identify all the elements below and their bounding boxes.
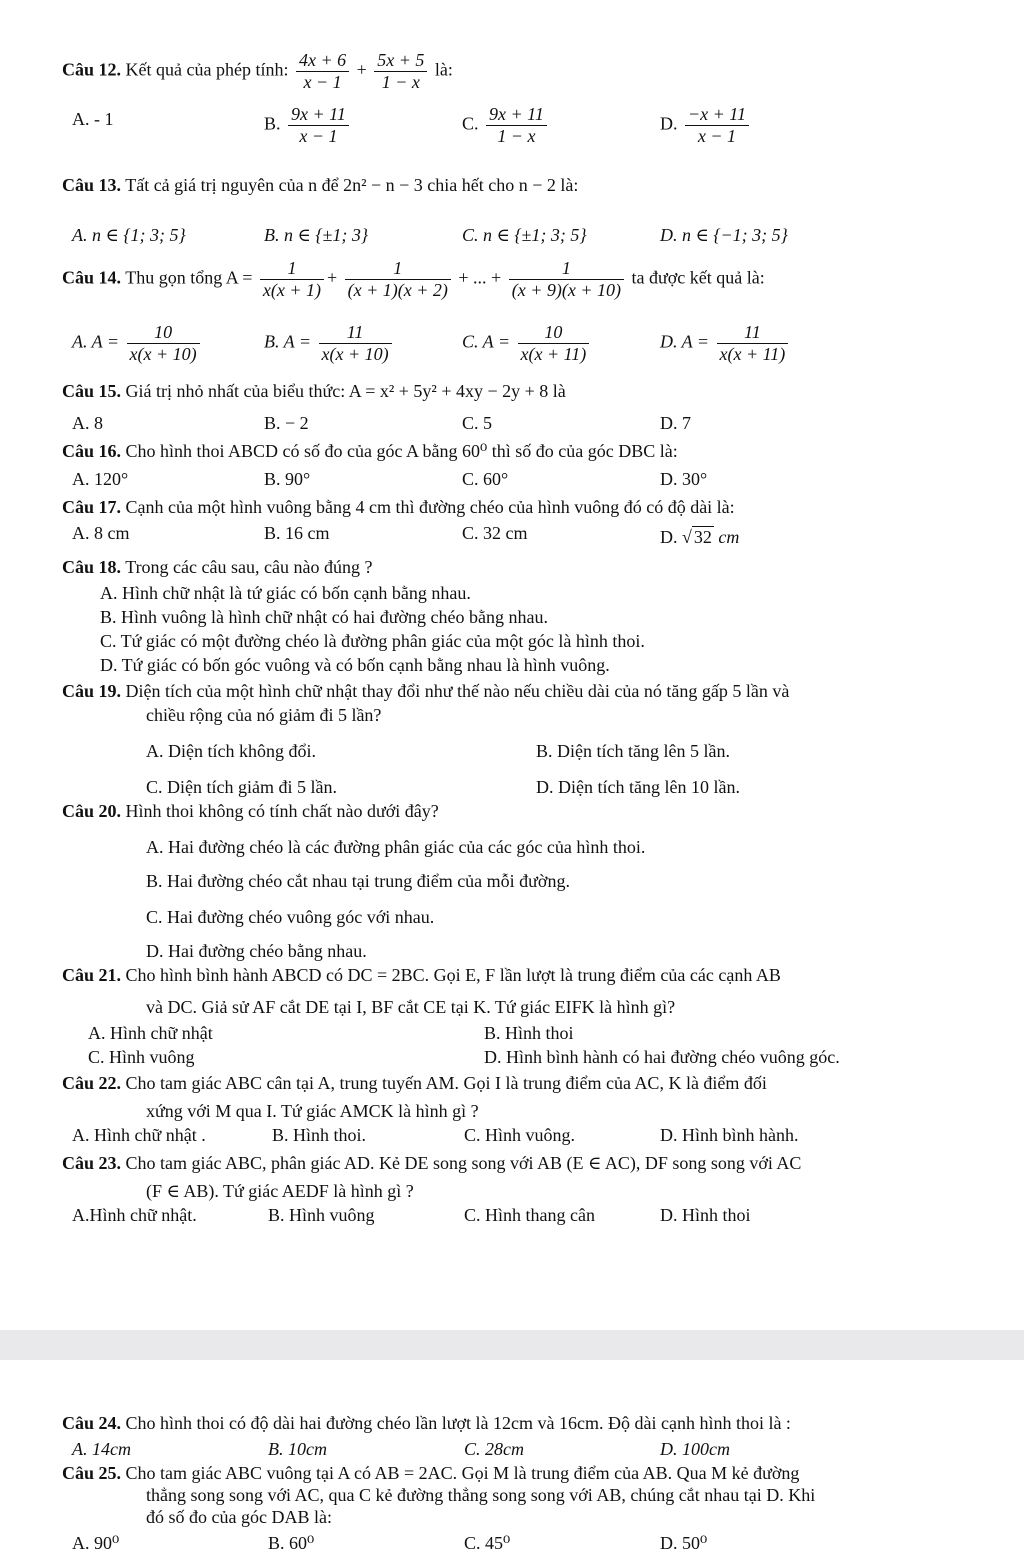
answer-d: D. 7	[660, 413, 691, 433]
fraction: $\frac{-x + 11}{x - 1}$	[685, 104, 749, 147]
question-14: Câu 14. Thu gọn tổng A = $\frac{1}{x(x + 1)}$ + $\frac{1}{(x + 1)(x + 2)}$ + ... + $\frac{1}{(x + 9)(x + 10)}$ ta được kết quả là:	[62, 258, 765, 300]
answer-b: B. Hình vuông	[268, 1205, 375, 1225]
answer-c: C. 5	[462, 413, 493, 433]
answer-a: A. Hai đường chéo là các đường phân giác của các góc của hình thoi.	[146, 837, 646, 857]
answer-b: B. 60⁰	[268, 1533, 315, 1553]
question-20: Câu 20. Hình thoi không có tính chất nào dưới đây?	[62, 801, 439, 821]
question-18: Câu 18. Trong các câu sau, câu nào đúng ?	[62, 557, 373, 577]
answer-a: A.Hình chữ nhật.	[72, 1205, 197, 1225]
answer-c: C. Diện tích giảm đi 5 lần.	[146, 777, 337, 797]
fraction: $\frac{9x + 11}{x - 1}$	[288, 104, 349, 147]
question-text-continued: chiều rộng của nó giảm đi 5 lần?	[146, 705, 382, 725]
answer-b: B. $\frac{9x + 11}{x - 1}$	[264, 104, 352, 147]
answer-b: B. Hình thoi.	[272, 1125, 367, 1145]
answer-c: C. Hình vuông.	[464, 1125, 576, 1145]
page-separator	[0, 1330, 1024, 1360]
question-text: Hình thoi không có tính chất nào dưới đây?	[125, 801, 439, 821]
answer-c: C. Hai đường chéo vuông góc với nhau.	[146, 907, 435, 927]
answer-b: B. − 2	[264, 413, 309, 433]
answer-c: C. $\frac{9x + 11}{1 - x}$	[462, 104, 550, 147]
answer-d: D. Tứ giác có bốn góc vuông và có bốn cạnh bằng nhau là hình vuông.	[100, 655, 610, 675]
fraction: $\frac{1}{(x + 9)(x + 10)}$	[509, 258, 624, 301]
answer-d: D. $\frac{-x + 11}{x - 1}$	[660, 104, 752, 147]
question-text-continued: và DC. Giả sử AF cắt DE tại I, BF cắt CE tại K. Tứ giác EIFK là hình gì?	[146, 997, 676, 1017]
answer-b: B. Hình vuông là hình chữ nhật có hai đường chéo bằng nhau.	[100, 607, 548, 627]
fraction: $\frac{10}{x(x + 11)}$	[518, 322, 590, 365]
answer-b: B. Hình thoi	[484, 1023, 574, 1043]
answer-c: C. 28cm	[464, 1439, 524, 1459]
question-text: Cho tam giác ABC cân tại A, trung tuyến AM. Gọi I là trung điểm của AC, K là điểm đối	[125, 1073, 767, 1093]
answer-a: A. 8 cm	[72, 523, 130, 543]
worksheet-page-2	[0, 1360, 1024, 1558]
answer-a: A. Hình chữ nhật	[88, 1023, 213, 1043]
fraction: $\frac{1}{(x + 1)(x + 2)}$	[345, 258, 451, 301]
question-text-continued: thẳng song song với AC, qua C kẻ đường thẳng song song với AB, chúng cắt nhau tại D. Khi	[146, 1485, 816, 1505]
question-text: Tất cả giá trị nguyên của n để 2n² − n − 3 chia hết cho n − 2 là:	[125, 175, 579, 195]
answer-c: C. 32 cm	[462, 523, 528, 543]
answer-d: D. 50⁰	[660, 1533, 708, 1553]
answer-d: D. 30°	[660, 469, 708, 489]
answer-c: C. Tứ giác có một đường chéo là đường phân giác của một góc là hình thoi.	[100, 631, 645, 651]
answer-c: C. Hình vuông	[88, 1047, 195, 1067]
question-text-continued: xứng với M qua I. Tứ giác AMCK là hình gì ?	[146, 1101, 479, 1121]
question-25: Câu 25. Cho tam giác ABC vuông tại A có AB = 2AC. Gọi M là trung điểm của AB. Qua M kẻ đường	[62, 1463, 800, 1483]
question-text: Giá trị nhỏ nhất của biểu thức: A = x² + 5y² + 4xy − 2y + 8 là	[125, 381, 566, 401]
answer-d: D. Diện tích tăng lên 10 lần.	[536, 777, 740, 797]
question-text-continued: (F ∈ AB). Tứ giác AEDF là hình gì ?	[146, 1181, 414, 1201]
question-text: Cho hình thoi ABCD có số đo của góc A bằng 60⁰ thì số đo của góc DBC là:	[125, 441, 678, 461]
answer-d: D. Hình bình hành có hai đường chéo vuông góc.	[484, 1047, 840, 1067]
question-text-continued: đó số đo của góc DAB là:	[146, 1507, 332, 1527]
answer-b: B. Hai đường chéo cắt nhau tại trung điểm của mỗi đường.	[146, 871, 570, 891]
answer-d: D. Hai đường chéo bằng nhau.	[146, 941, 367, 961]
fraction: $\frac{1}{x(x + 1)}$	[260, 258, 324, 301]
fraction: $\frac{9x + 11}{1 - x}$	[486, 104, 547, 147]
answer-a: A. Hình chữ nhật .	[72, 1125, 206, 1145]
question-text: Cho hình bình hành ABCD có DC = 2BC. Gọi E, F lần lượt là trung điểm của các cạnh AB	[125, 965, 781, 985]
answer-d: D. 100cm	[660, 1439, 730, 1459]
question-text: Cho tam giác ABC vuông tại A có AB = 2AC. Gọi M là trung điểm của AB. Qua M kẻ đường	[125, 1463, 800, 1483]
answer-c: C. Hình thang cân	[464, 1205, 595, 1225]
answer-a: A. A = $\frac{10}{x(x + 10)}$	[72, 322, 203, 365]
question-label: Câu 12.	[62, 59, 122, 80]
answer-a: A. Hình chữ nhật là tứ giác có bốn cạnh bằng nhau.	[100, 583, 471, 603]
answer-a: A. n ∈ {1; 3; 5}	[72, 225, 186, 245]
answer-b: B. 16 cm	[264, 523, 330, 543]
fraction: $\frac{5x + 5}{1 - x}$	[374, 50, 427, 93]
question-text: Trong các câu sau, câu nào đúng ?	[125, 557, 373, 577]
answer-c: C. n ∈ {±1; 3; 5}	[462, 225, 587, 245]
sqrt-radicand: 32	[693, 527, 712, 547]
answer-d: D. n ∈ {−1; 3; 5}	[660, 225, 788, 245]
answer-a: A. - 1	[72, 109, 114, 129]
answer-b: B. A = $\frac{11}{x(x + 10)}$	[264, 322, 395, 365]
question-text: Cho hình thoi có độ dài hai đường chéo lần lượt là 12cm và 16cm. Độ dài cạnh hình thoi là :	[125, 1413, 791, 1433]
question-19: Câu 19. Diện tích của một hình chữ nhật thay đổi như thế nào nếu chiều dài của nó tăng gấp 5 lần và	[62, 681, 790, 701]
answer-a: A. 120°	[72, 469, 129, 489]
answer-b: B. 90°	[264, 469, 311, 489]
question-text: Diện tích của một hình chữ nhật thay đổi như thế nào nếu chiều dài của nó tăng gấp 5 lần và	[125, 681, 790, 701]
answer-b: B. 10cm	[268, 1439, 327, 1459]
answer-c: C. 60°	[462, 469, 509, 489]
question-13: Câu 13. Tất cả giá trị nguyên của n để 2n² − n − 3 chia hết cho n − 2 là:	[62, 175, 579, 195]
question-12: Câu 12. Kết quả của phép tính: $\frac{4x + 6}{x - 1}$ + $\frac{5x + 5}{1 - x}$ là:	[62, 50, 453, 92]
question-16: Câu 16. Cho hình thoi ABCD có số đo của góc A bằng 60⁰ thì số đo của góc DBC là:	[62, 441, 678, 461]
answer-c: C. 45⁰	[464, 1533, 511, 1553]
answer-a: A. 90⁰	[72, 1533, 120, 1553]
answer-a: A. 8	[72, 413, 103, 433]
answer-d: D. A = $\frac{11}{x(x + 11)}$	[660, 322, 791, 365]
question-24: Câu 24. Cho hình thoi có độ dài hai đường chéo lần lượt là 12cm và 16cm. Độ dài cạnh hình thoi là :	[62, 1413, 791, 1433]
answer-a: A. Diện tích không đổi.	[146, 741, 316, 761]
fraction: $\frac{4x + 6}{x - 1}$	[296, 50, 349, 93]
question-text: Kết quả của phép tính:	[125, 59, 289, 80]
question-text: Cho tam giác ABC, phân giác AD. Kẻ DE song song với AB (E ∈ AC), DF song song với AC	[125, 1153, 802, 1173]
fraction: $\frac{10}{x(x + 10)}$	[127, 322, 200, 365]
question-text: Cạnh của một hình vuông bằng 4 cm thì đường chéo của hình vuông đó có độ dài là:	[125, 497, 735, 517]
answer-d: D. Hình bình hành.	[660, 1125, 799, 1145]
question-15: Câu 15. Giá trị nhỏ nhất của biểu thức: A = x² + 5y² + 4xy − 2y + 8 là	[62, 381, 566, 401]
question-21: Câu 21. Cho hình bình hành ABCD có DC = 2BC. Gọi E, F lần lượt là trung điểm của các cạnh AB	[62, 965, 781, 985]
question-23: Câu 23. Cho tam giác ABC, phân giác AD. Kẻ DE song song với AB (E ∈ AC), DF song song với AC	[62, 1153, 802, 1173]
answer-b: B. Diện tích tăng lên 5 lần.	[536, 741, 730, 761]
answer-a: A. 14cm	[72, 1439, 131, 1459]
answer-d: D. √ 32 cm	[660, 527, 740, 547]
answer-c: C. A = $\frac{10}{x(x + 11)}$	[462, 322, 592, 365]
answer-d: D. Hình thoi	[660, 1205, 751, 1225]
fraction: $\frac{11}{x(x + 11)}$	[717, 322, 789, 365]
question-17: Câu 17. Cạnh của một hình vuông bằng 4 cm thì đường chéo của hình vuông đó có độ dài là:	[62, 497, 735, 517]
fraction: $\frac{11}{x(x + 10)}$	[319, 322, 392, 365]
question-22: Câu 22. Cho tam giác ABC cân tại A, trung tuyến AM. Gọi I là trung điểm của AC, K là điểm đối	[62, 1073, 767, 1093]
answer-b: B. n ∈ {±1; 3}	[264, 225, 369, 245]
question-text: Thu gọn tổng A =	[125, 267, 253, 288]
